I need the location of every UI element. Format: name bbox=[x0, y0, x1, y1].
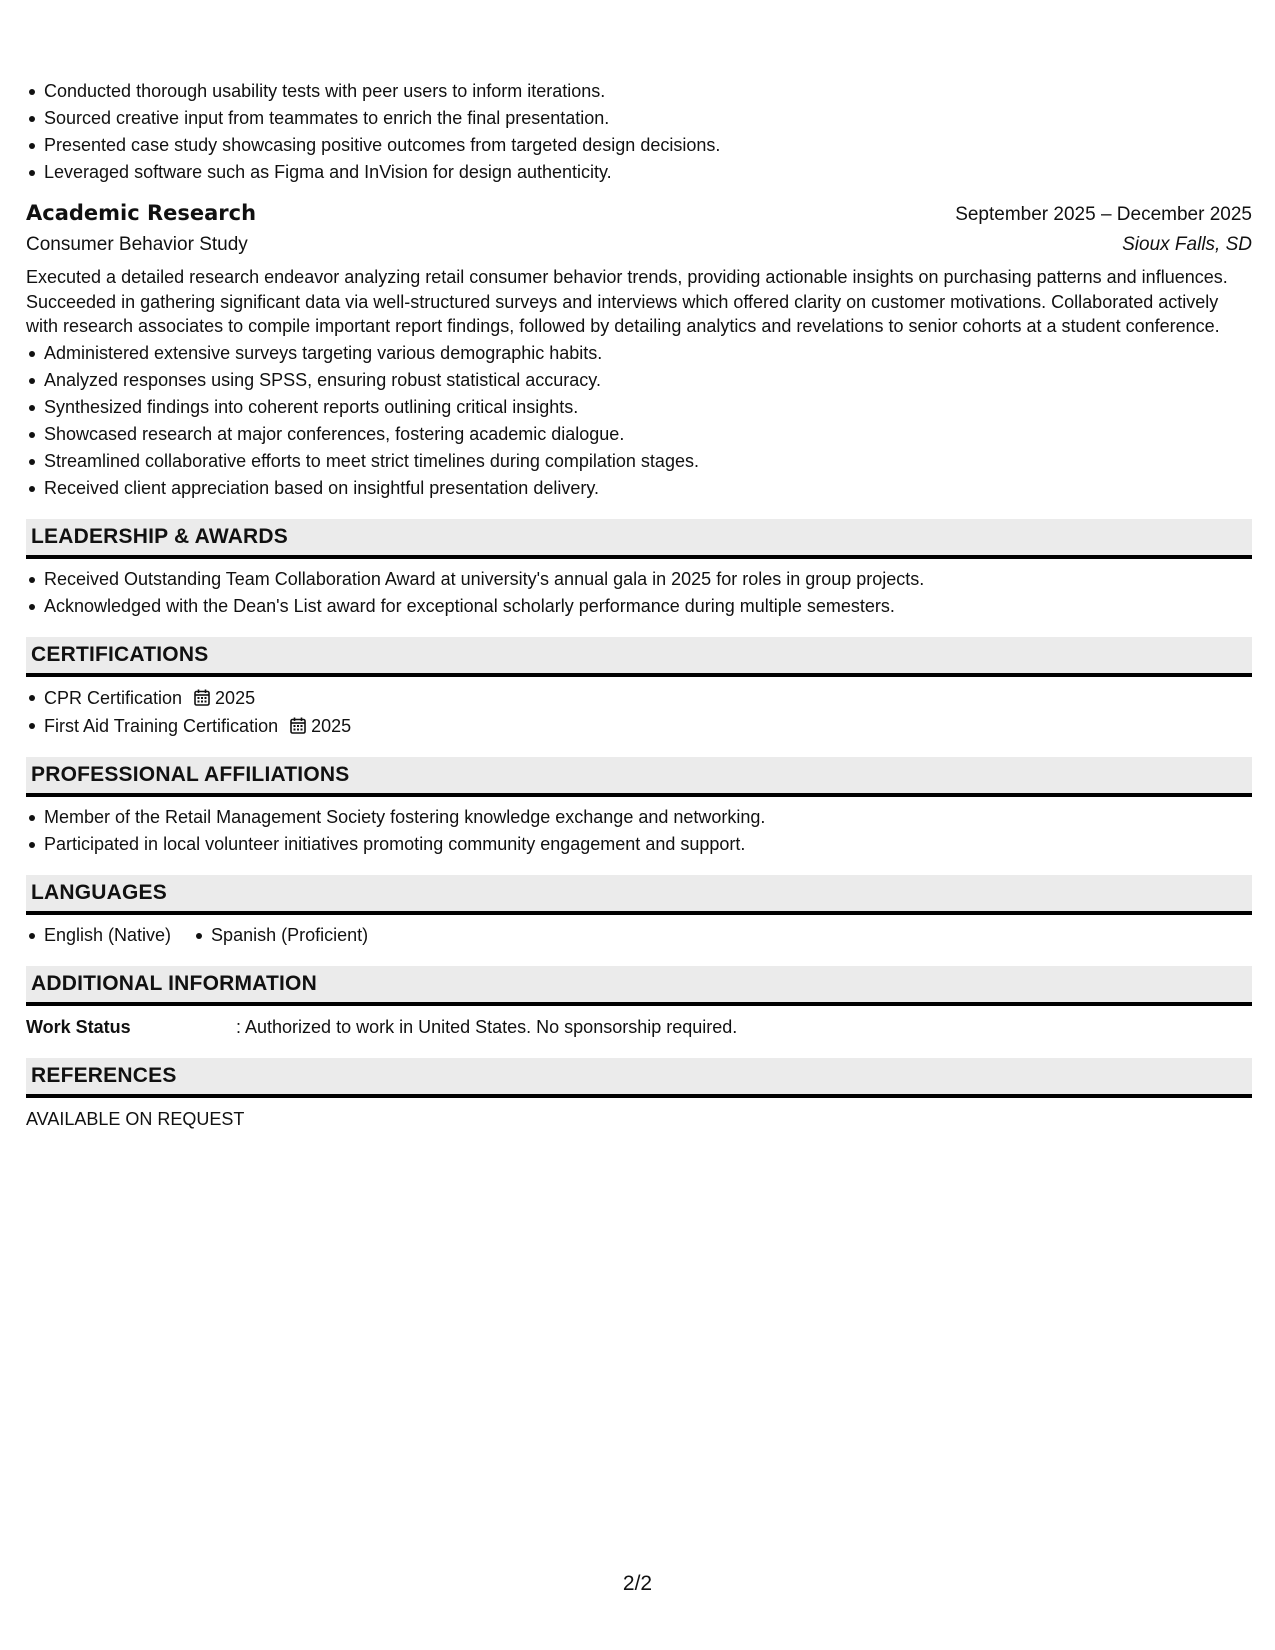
section-title: CERTIFICATIONS bbox=[31, 642, 209, 666]
list-item: Presented case study showcasing positive outcomes from targeted design decisions. bbox=[26, 132, 1252, 159]
section-title: LANGUAGES bbox=[31, 880, 167, 904]
languages-list bbox=[26, 922, 1252, 949]
research-entry bbox=[26, 186, 1252, 502]
section-title: ADDITIONAL INFORMATION bbox=[31, 971, 317, 995]
certification-date bbox=[194, 684, 255, 712]
references-section-heading bbox=[26, 1058, 1252, 1098]
certification bbox=[44, 712, 1252, 740]
section-title: REFERENCES bbox=[31, 1063, 177, 1087]
research-bullets bbox=[26, 340, 1252, 502]
list-item bbox=[26, 712, 1252, 740]
research-dates: September 2025 – December 2025 bbox=[955, 204, 1252, 225]
calendar-icon bbox=[194, 689, 210, 706]
affiliations-bullets bbox=[26, 804, 1252, 858]
list-item: Leveraged software such as Figma and InVision for design authenticity. bbox=[26, 159, 1252, 186]
research-title: Academic Research bbox=[26, 201, 257, 225]
references-text: AVAILABLE ON REQUEST bbox=[26, 1108, 245, 1129]
list-item: Conducted thorough usability tests with peer users to inform iterations. bbox=[26, 78, 1252, 105]
section-title: PROFESSIONAL AFFILIATIONS bbox=[31, 762, 350, 786]
certifications-list bbox=[26, 684, 1252, 740]
previous-entry-bullets bbox=[26, 78, 1252, 186]
list-item: Sourced creative input from teammates to enrich the final presentation. bbox=[26, 105, 1252, 132]
list-item: Administered extensive surveys targeting various demographic habits. bbox=[26, 340, 1252, 367]
list-item bbox=[26, 684, 1252, 712]
calendar-icon bbox=[290, 717, 306, 734]
certification-year: 2025 bbox=[215, 687, 256, 708]
certification-name: First Aid Training Certification bbox=[44, 715, 279, 736]
research-subtitle: Consumer Behavior Study bbox=[26, 234, 248, 255]
leadership-bullets bbox=[26, 566, 1252, 620]
list-item: Participated in local volunteer initiatives promoting community engagement and support. bbox=[26, 831, 1252, 858]
resume-page bbox=[26, 78, 1252, 1133]
list-item: Acknowledged with the Dean's List award for exceptional scholarly performance during multiple semesters. bbox=[26, 593, 1252, 620]
leadership-section-heading bbox=[26, 519, 1252, 559]
research-location: Sioux Falls, SD bbox=[1122, 234, 1252, 255]
list-item: Showcased research at major conferences, fostering academic dialogue. bbox=[26, 421, 1252, 448]
certification-name: CPR Certification bbox=[44, 687, 183, 708]
additional-info-section-heading bbox=[26, 966, 1252, 1006]
list-item: Received Outstanding Team Collaboration Award at university's annual gala in 2025 for roles in group projects. bbox=[26, 566, 1252, 593]
certification bbox=[44, 684, 1252, 712]
work-status-row bbox=[26, 1013, 1252, 1041]
list-item: Synthesized findings into coherent reports outlining critical insights. bbox=[26, 394, 1252, 421]
certification-date bbox=[290, 712, 351, 740]
research-header-row bbox=[26, 186, 1252, 229]
certifications-section-heading bbox=[26, 637, 1252, 677]
certification-year: 2025 bbox=[311, 715, 352, 736]
page-number: 2/2 bbox=[622, 1572, 653, 1595]
research-subheader-row bbox=[26, 229, 1252, 260]
research-description: Executed a detailed research endeavor analyzing retail consumer behavior trends, providing actionable insights on purchasing patterns and influences. Succeeded in gathering significant data via well-structured surveys and interviews which offered clarity on customer motivations. Collaborated actively with research associates to compile important report findings, followed by detailing analytics and revelations to senior cohorts at a student conference. bbox=[26, 267, 1228, 336]
list-item: Received client appreciation based on insightful presentation delivery. bbox=[26, 475, 1252, 502]
language-item: English (Native) bbox=[26, 922, 171, 949]
work-status-value: : Authorized to work in United States. No sponsorship required. bbox=[236, 1016, 738, 1037]
languages-section-heading bbox=[26, 875, 1252, 915]
language-item: Spanish (Proficient) bbox=[193, 922, 368, 949]
list-item: Analyzed responses using SPSS, ensuring robust statistical accuracy. bbox=[26, 367, 1252, 394]
affiliations-section-heading bbox=[26, 757, 1252, 797]
section-title: LEADERSHIP & AWARDS bbox=[31, 524, 288, 548]
work-status-label: Work Status bbox=[26, 1016, 131, 1037]
list-item: Member of the Retail Management Society fostering knowledge exchange and networking. bbox=[26, 804, 1252, 831]
list-item: Streamlined collaborative efforts to meet strict timelines during compilation stages. bbox=[26, 448, 1252, 475]
